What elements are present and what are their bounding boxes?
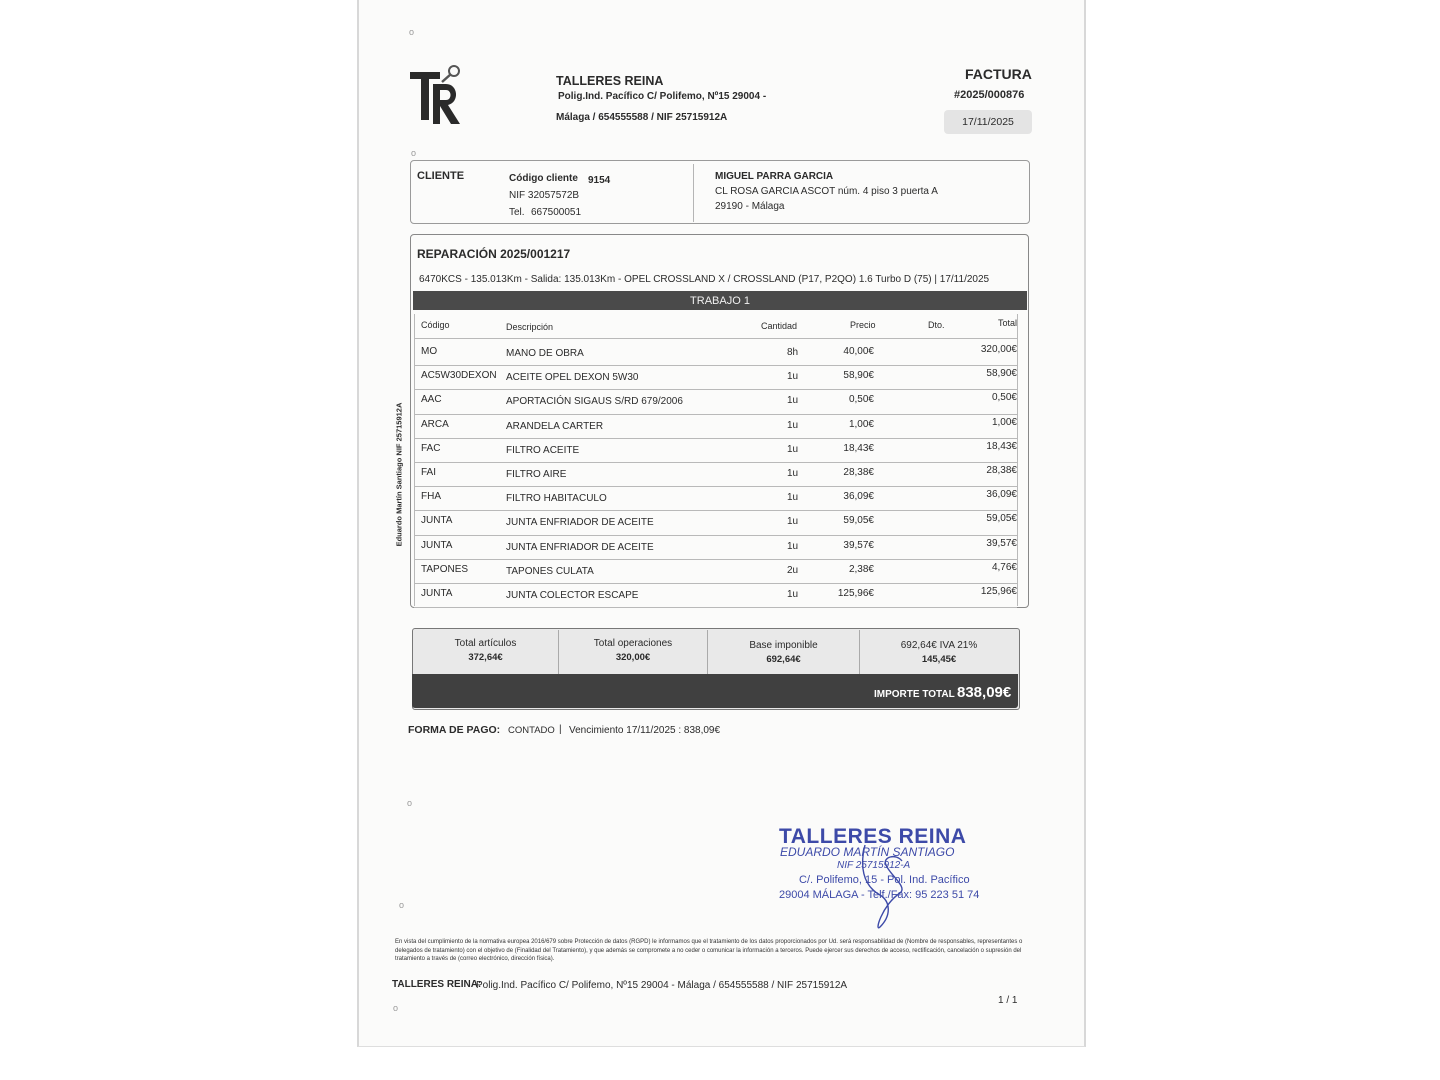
item-quantity: 1u bbox=[787, 540, 799, 552]
item-description: APORTACIÓN SIGAUS S/RD 679/2006 bbox=[506, 396, 683, 408]
payment-due: Vencimiento 17/11/2025 : 838,09€ bbox=[569, 725, 721, 736]
item-code: MO bbox=[421, 346, 438, 357]
item-code: AC5W30DEXON bbox=[421, 370, 497, 382]
stamp-nif: NIF 25715912-A bbox=[837, 860, 911, 871]
item-total: 4,76€ bbox=[991, 561, 1017, 573]
footer-company: TALLERES REINA: bbox=[392, 979, 482, 990]
table-rule bbox=[414, 510, 1017, 511]
signature-scribble bbox=[820, 835, 940, 935]
total-operations-value: 320,00€ bbox=[615, 652, 651, 663]
total-articles-value: 372,64€ bbox=[468, 652, 503, 663]
item-description: JUNTA COLECTOR ESCAPE bbox=[506, 590, 639, 601]
column-header-code: Código bbox=[421, 320, 450, 330]
column-header-total: Total bbox=[997, 318, 1017, 328]
client-nif: NIF 32057572B bbox=[509, 190, 580, 201]
item-price: 58,90€ bbox=[843, 370, 874, 382]
total-operations-label: Total operaciones bbox=[593, 638, 673, 649]
item-description: TAPONES CULATA bbox=[506, 565, 594, 577]
column-header-price: Precio bbox=[850, 320, 876, 330]
invoice-date: 17/11/2025 bbox=[944, 110, 1032, 134]
item-total: 0,50€ bbox=[991, 392, 1017, 404]
client-tel: 667500051 bbox=[531, 207, 582, 218]
side-signature-text: Eduardo Martín Santiago NIF 25715912A bbox=[394, 402, 404, 547]
company-name: TALLERES REINA bbox=[556, 74, 664, 88]
divider bbox=[707, 630, 708, 674]
item-quantity: 2u bbox=[787, 564, 799, 576]
item-quantity: 8h bbox=[787, 347, 799, 358]
column-header-quantity: Cantidad bbox=[761, 321, 798, 331]
item-price: 39,57€ bbox=[843, 539, 874, 551]
punch-mark: o bbox=[411, 148, 417, 158]
table-rule bbox=[414, 535, 1017, 536]
table-rule bbox=[414, 389, 1017, 390]
client-city: 29190 - Málaga bbox=[715, 201, 785, 212]
item-code: JUNTA bbox=[421, 588, 453, 599]
table-rule bbox=[414, 607, 1017, 608]
table-rule bbox=[414, 414, 1017, 415]
item-quantity: 1u bbox=[787, 516, 799, 528]
company-address: Polig.Ind. Pacífico C/ Polifemo, Nº15 29004 - bbox=[558, 91, 767, 102]
item-description: ARANDELA CARTER bbox=[506, 420, 604, 432]
item-total: 39,57€ bbox=[986, 537, 1017, 549]
divider bbox=[859, 630, 860, 674]
item-total: 28,38€ bbox=[986, 465, 1017, 476]
item-description: JUNTA ENFRIADOR DE ACEITE bbox=[506, 517, 654, 529]
item-price: 59,05€ bbox=[843, 515, 874, 527]
item-total: 320,00€ bbox=[980, 344, 1017, 355]
invoice-title: FACTURA bbox=[965, 66, 1032, 82]
work-header: TRABAJO 1 bbox=[413, 291, 1027, 310]
item-price: 0,50€ bbox=[848, 394, 874, 406]
payment-separator: | bbox=[559, 724, 562, 735]
table-rule bbox=[414, 486, 1017, 487]
item-code: FAI bbox=[421, 467, 437, 478]
page-number: 1 / 1 bbox=[998, 995, 1018, 1006]
item-description: ACEITE OPEL DEXON 5W30 bbox=[506, 372, 639, 384]
punch-mark: o bbox=[407, 798, 413, 808]
payment-method: CONTADO bbox=[508, 725, 555, 736]
table-border-right bbox=[1017, 314, 1018, 606]
item-price: 40,00€ bbox=[843, 346, 874, 357]
item-price: 1,00€ bbox=[848, 418, 874, 430]
item-price: 18,43€ bbox=[843, 442, 874, 454]
client-name: MIGUEL PARRA GARCIA bbox=[715, 171, 834, 182]
item-quantity: 1u bbox=[787, 443, 799, 455]
client-code-label: Código cliente bbox=[509, 173, 578, 184]
importe-total-label: IMPORTE TOTAL bbox=[874, 689, 955, 700]
column-header-description: Descripción bbox=[506, 322, 554, 332]
company-contact: Málaga / 654555588 / NIF 25715912A bbox=[556, 112, 728, 123]
item-total: 125,96€ bbox=[980, 586, 1017, 597]
item-total: 59,05€ bbox=[986, 513, 1017, 525]
client-code: 9154 bbox=[588, 175, 611, 186]
table-rule bbox=[414, 583, 1017, 584]
item-total: 58,90€ bbox=[986, 368, 1017, 380]
stamp-company: TALLERES REINA bbox=[779, 825, 967, 848]
importe-total-value: 838,09€ bbox=[957, 684, 1012, 701]
item-code: JUNTA bbox=[421, 539, 453, 551]
item-description: FILTRO ACEITE bbox=[506, 444, 580, 456]
vehicle-info: 6470KCS - 135.013Km - Salida: 135.013Km - OPEL CROSSLAND X / CROSSLAND (P17, P2QO) 1.6 Turbo D (75) | 17/11/2025 bbox=[419, 274, 990, 285]
item-code: ARCA bbox=[421, 418, 449, 430]
table-rule bbox=[414, 559, 1017, 560]
item-price: 28,38€ bbox=[843, 467, 874, 478]
client-tel-label: Tel. bbox=[509, 207, 525, 218]
legal-notice: En vista del cumplimiento de la normativa europea 2016/679 sobre Protección de datos (RGPD) le informamos que el tratamiento de los datos proporcionados por Ud. será responsabilidad de (Nombre de responsables, representantes o delegados de tratamiento) con el objetivo de (Finalidad del Tratamiento), y que además se compromete a no ceder o comunicar la información a terceros. Puede ejercer sus derechos de acceso, rectificación, cancelación o supresión del tratamiento a través de (correo electrónico, dirección física). bbox=[395, 939, 1023, 962]
table-border-left bbox=[414, 314, 415, 606]
punch-mark: o bbox=[409, 27, 415, 37]
iva-label: 692,64€ IVA 21% bbox=[900, 640, 978, 651]
item-description: JUNTA ENFRIADOR DE ACEITE bbox=[506, 541, 654, 553]
item-quantity: 1u bbox=[787, 371, 799, 383]
iva-value: 145,45€ bbox=[921, 654, 957, 665]
item-quantity: 1u bbox=[787, 492, 799, 504]
item-description: MANO DE OBRA bbox=[506, 348, 584, 359]
item-code: FHA bbox=[421, 491, 441, 503]
base-label: Base imponible bbox=[749, 640, 818, 651]
item-description: FILTRO HABITACULO bbox=[506, 493, 607, 505]
punch-mark: o bbox=[393, 1003, 399, 1013]
item-code: TAPONES bbox=[421, 563, 469, 575]
table-rule bbox=[414, 365, 1017, 366]
table-rule bbox=[414, 438, 1017, 439]
item-total: 36,09€ bbox=[986, 489, 1017, 501]
base-value: 692,64€ bbox=[766, 654, 801, 665]
stamp-phone: 29004 MÁLAGA - Telf./Fax: 95 223 51 74 bbox=[779, 889, 980, 901]
stamp-owner: EDUARDO MARTÍN SANTIAGO bbox=[780, 845, 955, 859]
company-logo bbox=[406, 62, 466, 128]
item-code: JUNTA bbox=[421, 515, 453, 527]
background-left bbox=[0, 0, 357, 1080]
item-price: 2,38€ bbox=[848, 563, 874, 575]
item-price: 36,09€ bbox=[843, 491, 874, 503]
item-code: AAC bbox=[421, 394, 442, 406]
item-total: 18,43€ bbox=[986, 440, 1017, 452]
client-address: CL ROSA GARCIA ASCOT núm. 4 piso 3 puerta A bbox=[715, 186, 938, 197]
client-label: CLIENTE bbox=[417, 170, 465, 182]
item-description: FILTRO AIRE bbox=[506, 469, 567, 480]
repair-title: REPARACIÓN 2025/001217 bbox=[417, 247, 571, 261]
item-total: 1,00€ bbox=[991, 416, 1017, 428]
item-quantity: 1u bbox=[787, 395, 799, 407]
footer-address: Polig.Ind. Pacífico C/ Polifemo, Nº15 29004 - Málaga / 654555588 / NIF 25715912A bbox=[476, 980, 848, 991]
item-quantity: 1u bbox=[787, 589, 799, 600]
item-quantity: 1u bbox=[787, 468, 799, 479]
total-articles-label: Total artículos bbox=[454, 638, 517, 649]
table-rule bbox=[414, 338, 1017, 339]
divider bbox=[693, 164, 694, 222]
background-right bbox=[1084, 0, 1440, 1080]
invoice-number: #2025/000876 bbox=[954, 89, 1025, 101]
table-rule bbox=[414, 462, 1017, 463]
stamp-address: C/. Polifemo, 15 - Pol. Ind. Pacífico bbox=[799, 874, 970, 886]
payment-label: FORMA DE PAGO: bbox=[408, 724, 501, 736]
column-header-discount: Dto. bbox=[928, 320, 945, 330]
item-code: FAC bbox=[421, 442, 441, 454]
punch-mark: o bbox=[399, 900, 405, 910]
item-price: 125,96€ bbox=[837, 588, 874, 599]
item-quantity: 1u bbox=[787, 419, 799, 431]
